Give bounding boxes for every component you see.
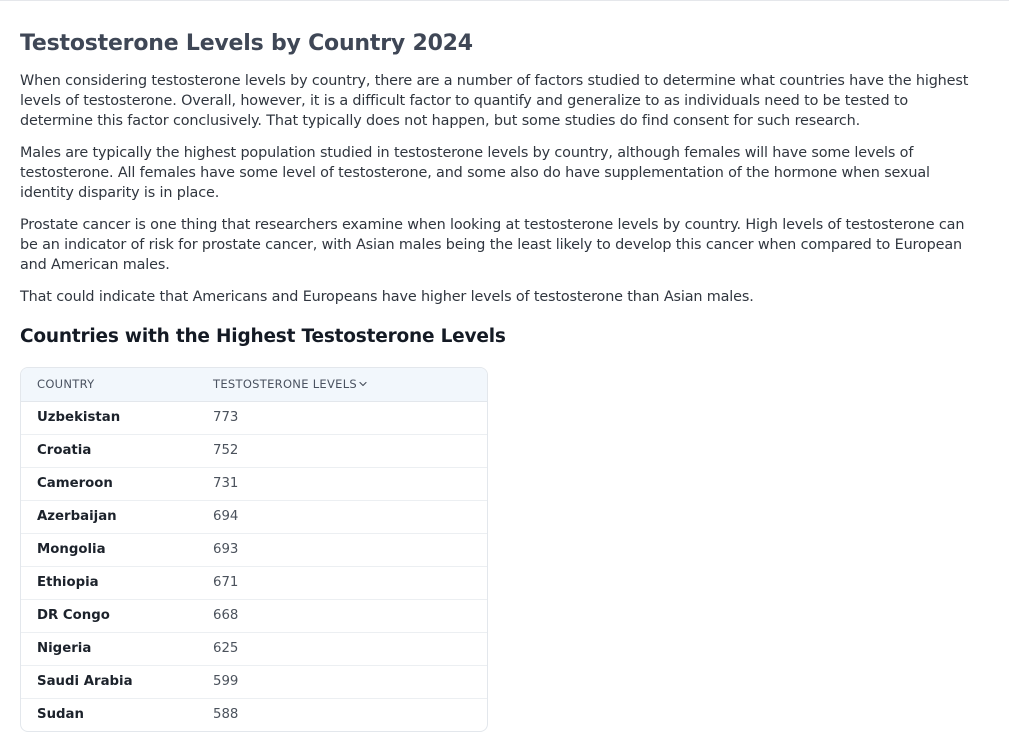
table-row [21, 666, 487, 699]
testosterone-level-cell: 694 [213, 509, 239, 524]
testosterone-level-cell: 625 [213, 641, 239, 656]
table-row [21, 468, 487, 501]
country-cell: Mongolia [37, 542, 106, 557]
testosterone-level-cell: 671 [213, 575, 239, 590]
table-body [21, 402, 487, 731]
column-header-testosterone-levels[interactable] [213, 368, 367, 401]
table-row [21, 435, 487, 468]
testosterone-level-cell: 588 [213, 707, 239, 722]
chevron-down-icon [359, 380, 367, 388]
country-cell: Uzbekistan [37, 410, 121, 425]
table-row [21, 699, 487, 731]
testosterone-level-cell: 668 [213, 608, 239, 623]
country-cell: Ethiopia [37, 575, 99, 590]
testosterone-table [20, 367, 488, 732]
table-row [21, 501, 487, 534]
country-cell: Azerbaijan [37, 509, 117, 524]
table-row [21, 402, 487, 435]
column-header-country[interactable]: COUNTRY [37, 377, 95, 391]
table-row [21, 567, 487, 600]
country-cell: Nigeria [37, 641, 92, 656]
prostate-paragraph: Prostate cancer is one thing that researchers examine when looking at testosterone levels by country. High levels of testosterone can be an indicator of risk for prostate cancer, with Asian males being the least likely to develop this cancer when compared to European and American males. [20, 217, 965, 273]
table-row [21, 600, 487, 633]
table-header [21, 368, 487, 402]
intro-paragraph: When considering testosterone levels by country, there are a number of factors studied to determine what countries have the highest levels of testosterone. Overall, however, it is a difficult factor to quantify and generalize to as individuals need to be tested to determine this factor conclusively. That typically does not happen, but some studies do find consent for such research. [20, 73, 969, 129]
conclusion-paragraph: That could indicate that Americans and Europeans have higher levels of testosterone than Asian males. [20, 289, 754, 305]
testosterone-level-cell: 599 [213, 674, 239, 689]
top-divider [0, 0, 1009, 1]
table-row [21, 633, 487, 666]
section-title: Countries with the Highest Testosterone Levels [20, 326, 506, 347]
column-header-label: TESTOSTERONE LEVELS [213, 377, 358, 391]
country-cell: Cameroon [37, 476, 113, 491]
testosterone-level-cell: 731 [213, 476, 239, 491]
testosterone-level-cell: 773 [213, 410, 239, 425]
males-paragraph: Males are typically the highest population studied in testosterone levels by country, although females will have some levels of testosterone. All females have some level of testosterone, and some also do have supplementation of the hormone when sexual identity disparity is in place. [20, 145, 930, 201]
page-title: Testosterone Levels by Country 2024 [20, 31, 473, 56]
country-cell: Sudan [37, 707, 85, 722]
country-cell: DR Congo [37, 608, 110, 623]
testosterone-level-cell: 752 [213, 443, 239, 458]
country-cell: Croatia [37, 443, 92, 458]
country-cell: Saudi Arabia [37, 674, 133, 689]
testosterone-level-cell: 693 [213, 542, 239, 557]
table-row [21, 534, 487, 567]
